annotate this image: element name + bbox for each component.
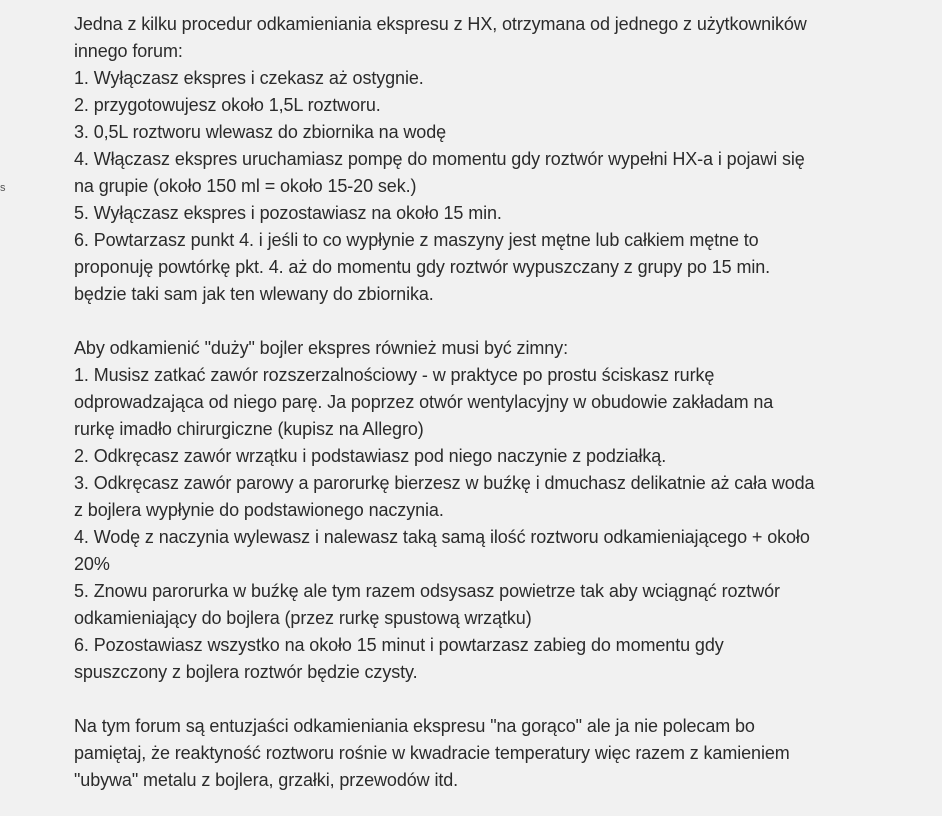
post-text-line: 3. Odkręcasz zawór parowy a parorurkę bierzesz w buźkę i dmuchasz delikatnie aż cała woda	[74, 473, 815, 493]
post-text-line: 3. 0,5L roztworu wlewasz do zbiornika na wodę	[74, 122, 447, 142]
post-text-line: 6. Powtarzasz punkt 4. i jeśli to co wypłynie z maszyny jest mętne lub całkiem mętne to	[74, 230, 759, 250]
post-text-line: 2. Odkręcasz zawór wrzątku i podstawiasz pod niego naczynie z podziałką.	[74, 446, 667, 466]
post-text-line: innego forum:	[74, 41, 183, 61]
post-text-line: Na tym forum są entuzjaści odkamieniania ekspresu "na gorąco" ale ja nie polecam bo	[74, 716, 755, 736]
post-text-line: odprowadzająca od niego parę. Ja poprzez otwór wentylacyjny w obudowie zakładam na	[74, 392, 774, 412]
post-text-line: 5. Znowu parorurka w buźkę ale tym razem odsysasz powietrze tak aby wciągnąć roztwór	[74, 581, 780, 601]
paragraph-gap	[74, 686, 936, 713]
post-text-line: proponuję powtórkę pkt. 4. aż do momentu gdy roztwór wypuszczany z grupy po 15 min.	[74, 257, 771, 277]
post-text-line: spuszczony z bojlera roztwór będzie czysty.	[74, 662, 418, 682]
post-text-line: 4. Włączasz ekspres uruchamiasz pompę do momentu gdy roztwór wypełni HX-a i pojawi się	[74, 149, 805, 169]
post-text-line: z bojlera wypłynie do podstawionego naczynia.	[74, 500, 444, 520]
post-text-line: będzie taki sam jak ten wlewany do zbiornika.	[74, 284, 434, 304]
truncated-sidebar-text: s	[0, 182, 6, 194]
post-text-line: 20%	[74, 554, 110, 574]
post-text-line: odkamieniający do bojlera (przez rurkę spustową wrzątku)	[74, 608, 532, 628]
post-text-line: Aby odkamienić "duży" bojler ekspres również musi być zimny:	[74, 338, 568, 358]
post-text-line: 1. Wyłączasz ekspres i czekasz aż ostygnie.	[74, 68, 424, 88]
post-body	[74, 11, 936, 794]
post-text-line: 2. przygotowujesz około 1,5L roztworu.	[74, 95, 381, 115]
post-text-line: rurkę imadło chirurgiczne (kupisz na Allegro)	[74, 419, 424, 439]
post-text-line: na grupie (około 150 ml = około 15-20 sek.)	[74, 176, 417, 196]
post-text-line: 5. Wyłączasz ekspres i pozostawiasz na około 15 min.	[74, 203, 502, 223]
paragraph-gap	[74, 308, 936, 335]
post-text-line: pamiętaj, że reaktyność roztworu rośnie w kwadracie temperatury więc razem z kamieniem	[74, 743, 790, 763]
left-gutter	[0, 0, 40, 816]
post-text-line: 6. Pozostawiasz wszystko na około 15 minut i powtarzasz zabieg do momentu gdy	[74, 635, 724, 655]
post-text-line: "ubywa" metalu z bojlera, grzałki, przewodów itd.	[74, 770, 459, 790]
post-text-line: 1. Musisz zatkać zawór rozszerzalnościowy - w praktyce po prostu ściskasz rurkę	[74, 365, 715, 385]
post-text-line: Jedna z kilku procedur odkamieniania ekspresu z HX, otrzymana od jednego z użytkowników	[74, 14, 807, 34]
post-text-line: 4. Wodę z naczynia wylewasz i nalewasz taką samą ilość roztworu odkamieniającego + około	[74, 527, 810, 547]
